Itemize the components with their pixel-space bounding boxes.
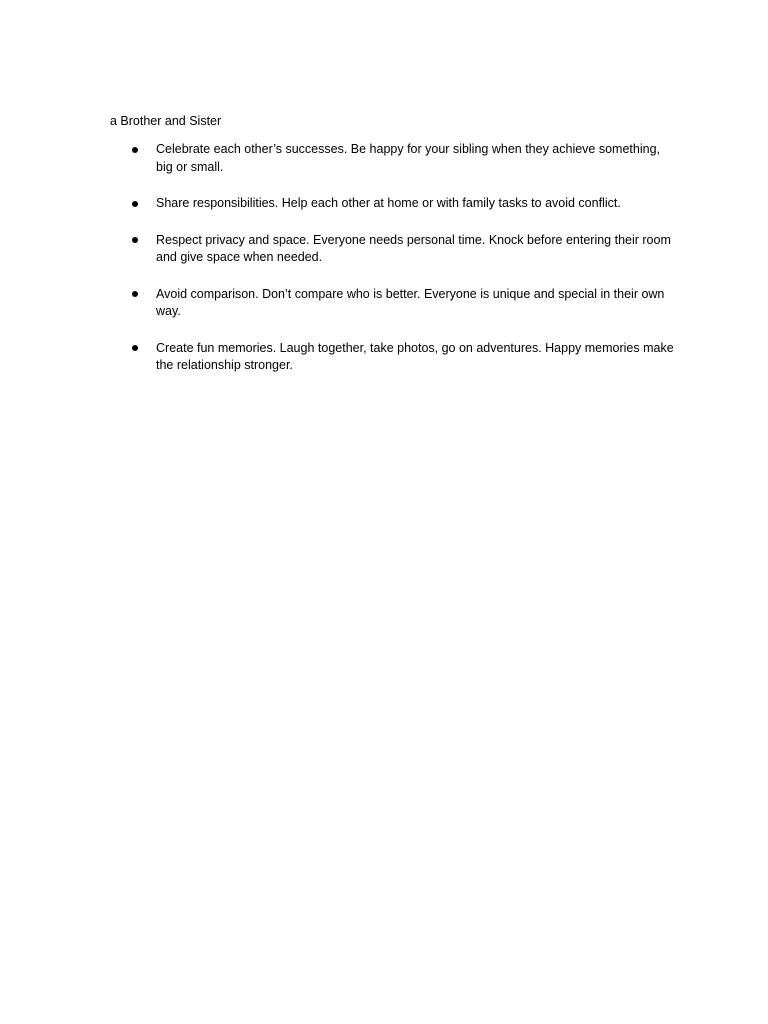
bullet-icon: [132, 291, 138, 297]
tips-list: [0, 141, 768, 394]
bullet-icon: [132, 237, 138, 243]
list-item-text: Avoid comparison. Don’t compare who is better. Everyone is unique and special in their own way.: [156, 286, 665, 318]
document-title: a Brother and Sister: [110, 114, 222, 128]
list-item: [0, 286, 768, 321]
list-item-text: Celebrate each other’s successes. Be happy for your sibling when they achieve something, big or small.: [156, 142, 660, 174]
bullet-icon: [132, 345, 138, 351]
list-item: [0, 340, 768, 375]
list-item-text: Respect privacy and space. Everyone needs personal time. Knock before entering their room and give space when needed.: [156, 232, 671, 264]
list-item-text: Share responsibilities. Help each other at home or with family tasks to avoid conflict.: [156, 196, 621, 210]
list-item: [0, 195, 768, 213]
list-item-text: Create fun memories. Laugh together, take photos, go on adventures. Happy memories make the relationship stronger.: [156, 340, 674, 372]
list-item: [0, 141, 768, 176]
list-item: [0, 232, 768, 267]
bullet-icon: [132, 201, 138, 207]
bullet-icon: [132, 147, 138, 153]
